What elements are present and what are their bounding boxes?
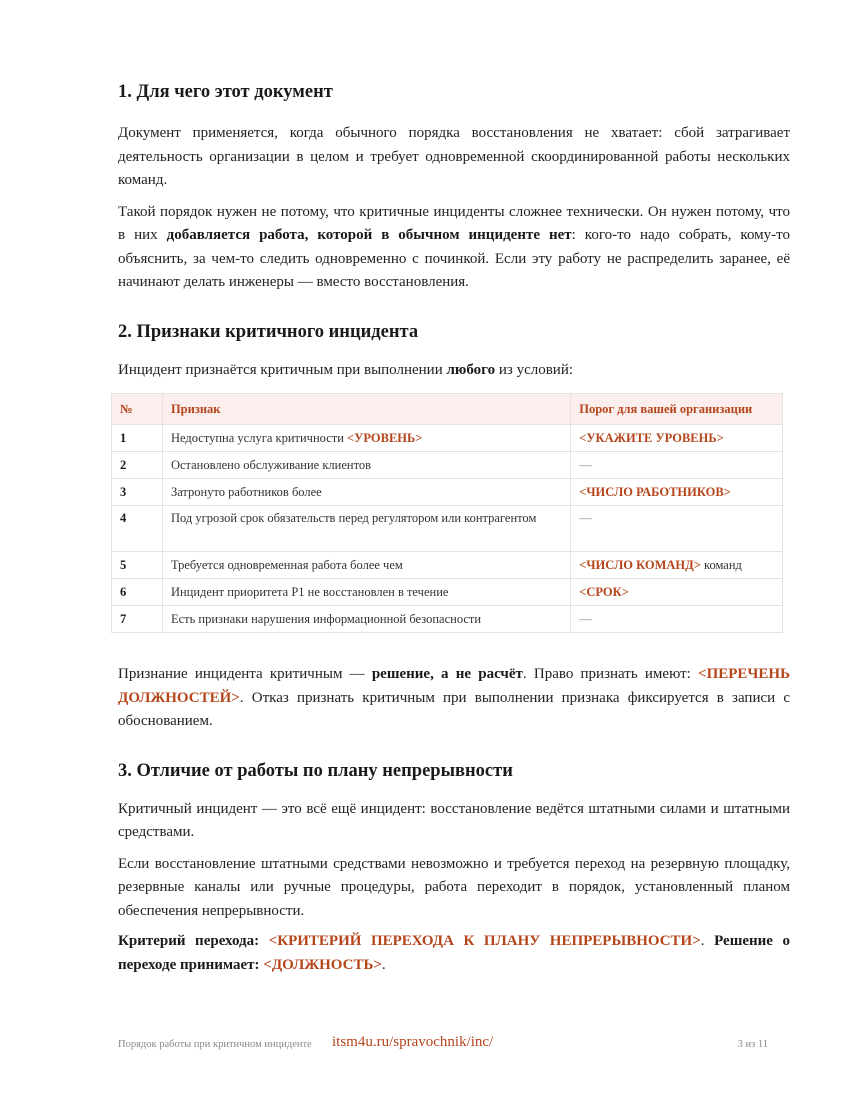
sign-cell [162, 479, 570, 506]
paragraph-text: Инцидент признаётся критичным при выполнении [118, 361, 447, 378]
criteria-table [111, 393, 783, 633]
sign-cell [162, 552, 570, 579]
threshold-suffix: команд [700, 558, 742, 572]
sign-placeholder: <УРОВЕНЬ> [347, 431, 423, 445]
paragraph-text: из условий: [495, 361, 574, 378]
table-header-cell: Признак [162, 394, 570, 425]
placeholder-decision-position: <ДОЛЖНОСТЬ> [263, 956, 382, 973]
placeholder-transition-criterion: <КРИТЕРИЙ ПЕРЕХОДА К ПЛАНУ НЕПРЕРЫВНОСТИ> [268, 933, 701, 949]
threshold-placeholder: <ЧИСЛО РАБОТНИКОВ> [579, 485, 731, 499]
table-row [112, 425, 783, 452]
threshold-placeholder: <ЧИСЛО КОМАНД> [579, 558, 701, 572]
sign-cell [162, 425, 570, 452]
sign-text: Есть признаки нарушения информационной безопасности [170, 612, 482, 626]
criterion-label: Критерий перехода: [118, 933, 269, 949]
paragraph-bold-text: любого [446, 361, 496, 378]
paragraph-text: . Отказ признать критичным при выполнении признака фиксируется в записи с обоснованием. [118, 689, 790, 729]
row-number-cell: 2 [112, 452, 163, 479]
table-row [112, 579, 783, 606]
section-1-heading: 1. Для чего этот документ [118, 82, 333, 102]
row-number-cell: 1 [112, 425, 163, 452]
table-row [112, 506, 783, 552]
page-footer [118, 1034, 768, 1054]
paragraph-text: Признание инцидента критичным — [118, 666, 372, 682]
table-row [112, 479, 783, 506]
threshold-cell [571, 506, 783, 552]
table-header-row [112, 394, 783, 425]
footer-site-link[interactable]: itsm4u.ru/spravochnik/inc/ [332, 1034, 494, 1050]
section-2-intro [118, 359, 790, 383]
paragraph-text: . [700, 933, 705, 949]
threshold-cell [571, 479, 783, 506]
decision-label: Решение о переходе принимает: [118, 933, 791, 973]
sign-text: Недоступна услуга критичности [170, 431, 348, 445]
section-1-paragraph-1: Документ применяется, когда обычного порядка восстановления не хватает: сбой затрагивает деятельность организации в целом и требует одновременной скоординированной работы нескольких команд. [118, 125, 790, 188]
table-row [112, 452, 783, 479]
table-header-cell: № [112, 394, 163, 425]
sign-cell [162, 452, 570, 479]
row-number-cell: 6 [112, 579, 163, 606]
section-3-transition-criteria [118, 930, 790, 977]
threshold-dash: — [579, 612, 592, 626]
section-2-heading: 2. Признаки критичного инцидента [118, 321, 419, 342]
paragraph-text: : кого-то надо собрать, кому-то объяснить, за чем-то следить одновременно с починкой. Если эту работу не распределить заранее, её начинают делать инженеры — вместо восстановления. [118, 227, 791, 290]
footer-page-number: 3 из 11 [737, 1039, 768, 1050]
paragraph-text: . [381, 956, 386, 973]
row-number-cell: 4 [112, 506, 163, 552]
threshold-cell [571, 552, 783, 579]
sign-cell [162, 579, 570, 606]
threshold-cell [571, 579, 783, 606]
paragraph-text: . Право признать имеют: [522, 666, 699, 682]
sign-text: Под угрозой срок обязательств перед регулятором или контрагентом [170, 511, 537, 525]
threshold-placeholder: <СРОК> [579, 585, 629, 599]
sign-text: Остановлено обслуживание клиентов [170, 458, 372, 472]
threshold-cell [571, 606, 783, 633]
section-3-paragraph-2: Если восстановление штатными средствами невозможно и требуется переход на резервную площадку, резервные каналы или ручные процедуры, работа переходит в порядок, установленный планом обеспечения непрерывности. [118, 855, 790, 919]
threshold-cell [571, 452, 783, 479]
section-3-paragraph-1: Критичный инцидент — это всё ещё инцидент: восстановление ведётся штатными силами и штатными средствами. [118, 800, 790, 840]
sign-text: Требуется одновременная работа более чем [170, 558, 403, 572]
threshold-placeholder: <УКАЖИТЕ УРОВЕНЬ> [579, 431, 724, 445]
sign-text: Инцидент приоритета P1 не восстановлен в течение [170, 585, 449, 599]
threshold-dash: — [579, 458, 592, 472]
paragraph-bold-text: решение, а не расчёт [371, 666, 523, 682]
row-number-cell: 5 [112, 552, 163, 579]
document-page [118, 72, 790, 977]
paragraph-text: Такой порядок нужен не потому, что критичные инциденты сложнее технически. Он нужен потому, что в них [118, 203, 790, 243]
table-header-cell: Порог для вашей организации [571, 394, 783, 425]
table-row [112, 606, 783, 633]
row-number-cell: 7 [112, 606, 163, 633]
section-3-heading: 3. Отличие от работы по плану непрерывности [118, 760, 513, 781]
table-row [112, 552, 783, 579]
row-number-cell: 3 [112, 479, 163, 506]
sign-text: Затронуто работников более [170, 485, 322, 499]
sign-cell [162, 506, 570, 552]
footer-document-title: Порядок работы при критичном инциденте [118, 1039, 312, 1050]
placeholder-positions-list: <ПЕРЕЧЕНЬ ДОЛЖНОСТЕЙ> [118, 666, 791, 706]
sign-cell [162, 606, 570, 633]
section-1-paragraph-2 [118, 201, 790, 295]
threshold-dash: — [579, 511, 592, 525]
paragraph-bold-text: добавляется работа, которой в обычном инциденте нет [166, 227, 572, 243]
section-2-decision-paragraph [118, 663, 790, 734]
threshold-cell [571, 425, 783, 452]
